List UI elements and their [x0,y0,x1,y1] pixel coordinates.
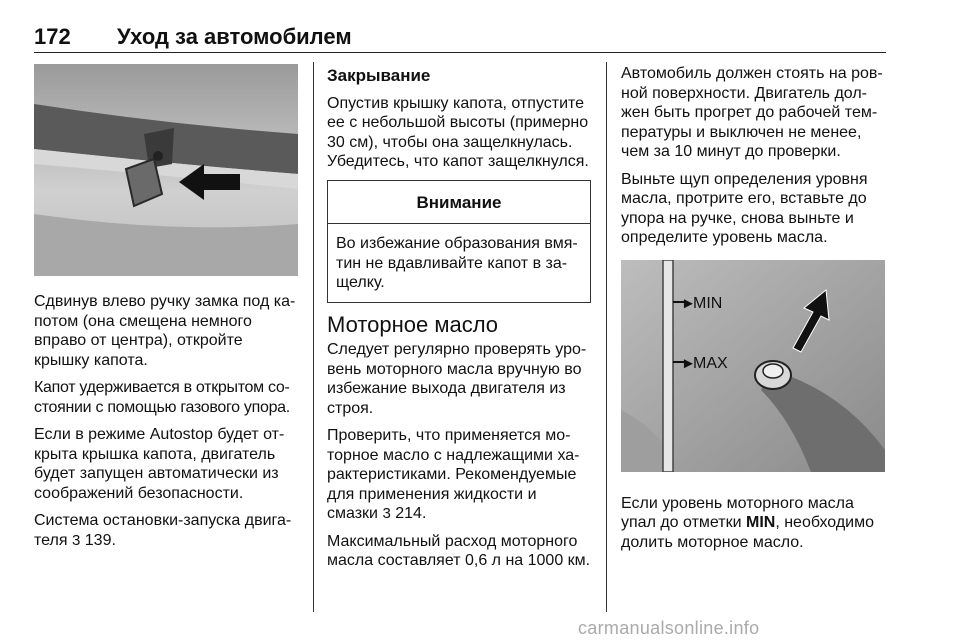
paragraph [621,494,886,553]
paragraph [34,511,298,550]
oil-filler-cap-icon [755,361,791,389]
column-2 [327,64,591,579]
page-header [34,18,884,52]
dipstick-min-label: MIN [693,294,723,312]
svg-text:►: ► [681,354,696,372]
warning-text: Во избежание образования вмя-тин не вдавливайте капот в за-щелку. [336,235,578,291]
page-ref-icon: 3 [71,531,81,549]
section-title: Моторное масло [327,311,499,337]
column-3 [621,64,886,560]
page-ref[interactable]: 214. [395,505,427,522]
paragraph: Выньте щуп определения уровня масла, протрите его, вставьте до упора на ручке, снова выньте и определите уровень масла. [621,170,868,246]
page-ref[interactable]: 139. [84,531,116,549]
min-mark: MIN [745,514,776,531]
section-title: Закрывание [327,66,431,85]
paragraph-text: Если уровень моторного масла упал до отметки [621,494,854,531]
watermark: carmanualsonline.info [578,618,760,638]
paragraph-text: , необходимо долить моторное масло. [621,514,875,551]
page-title: Уход за автомобилем [117,24,352,49]
paragraph: Если в режиме Autostop будет от-крыта крышка капота, двигатель будет запущен автоматически из соображений безопасности. [34,426,285,502]
paragraph: Автомобиль должен стоять на ров-ной поверхности. Двигатель дол-жен быть прогрет до рабочей тем-пературы и выключен не менее, чем за 10 минут до проверки. [621,65,883,160]
dipstick-max-label: MAX [693,354,728,372]
page-number: 172 [34,24,71,49]
paragraph: Сдвинув влево ручку замка под ка-потом (она смещена немного вправо от центра), откройте крышку капота. [34,293,296,369]
paragraph-text: Система остановки-запуска двига-теля [34,512,292,549]
column-divider [313,62,314,612]
column-divider [606,62,607,612]
column-1 [34,64,298,558]
page-ref-icon: 3 [382,505,391,522]
hood-release-photo [34,64,298,276]
paragraph-text: Проверить, что применяется мо-торное масло с надлежащими ха-рактеристиками. Рекомендуемые для применения жидкости и смазки [327,427,580,522]
paragraph: Капот удерживается в открытом со-стоянии с помощью газового упора. [34,379,290,416]
paragraph [327,426,591,524]
warning-box [327,180,591,303]
warning-title: Внимание [328,181,590,225]
paragraph: Максимальный расход моторного масла составляет 0,6 л на 1000 км. [327,532,591,569]
paragraph: Опустив крышку капота, отпустите ее с небольшой высоты (примерно 30 см), чтобы она защелкнулась. Убедитесь, что капот защелкнулся. [327,94,589,170]
svg-text:►: ► [681,294,696,312]
header-rule [34,52,886,53]
dipstick-photo [621,260,885,472]
paragraph: Следует регулярно проверять уро-вень моторного масла вручную во избежание выхода двигателя из строя. [327,341,587,417]
